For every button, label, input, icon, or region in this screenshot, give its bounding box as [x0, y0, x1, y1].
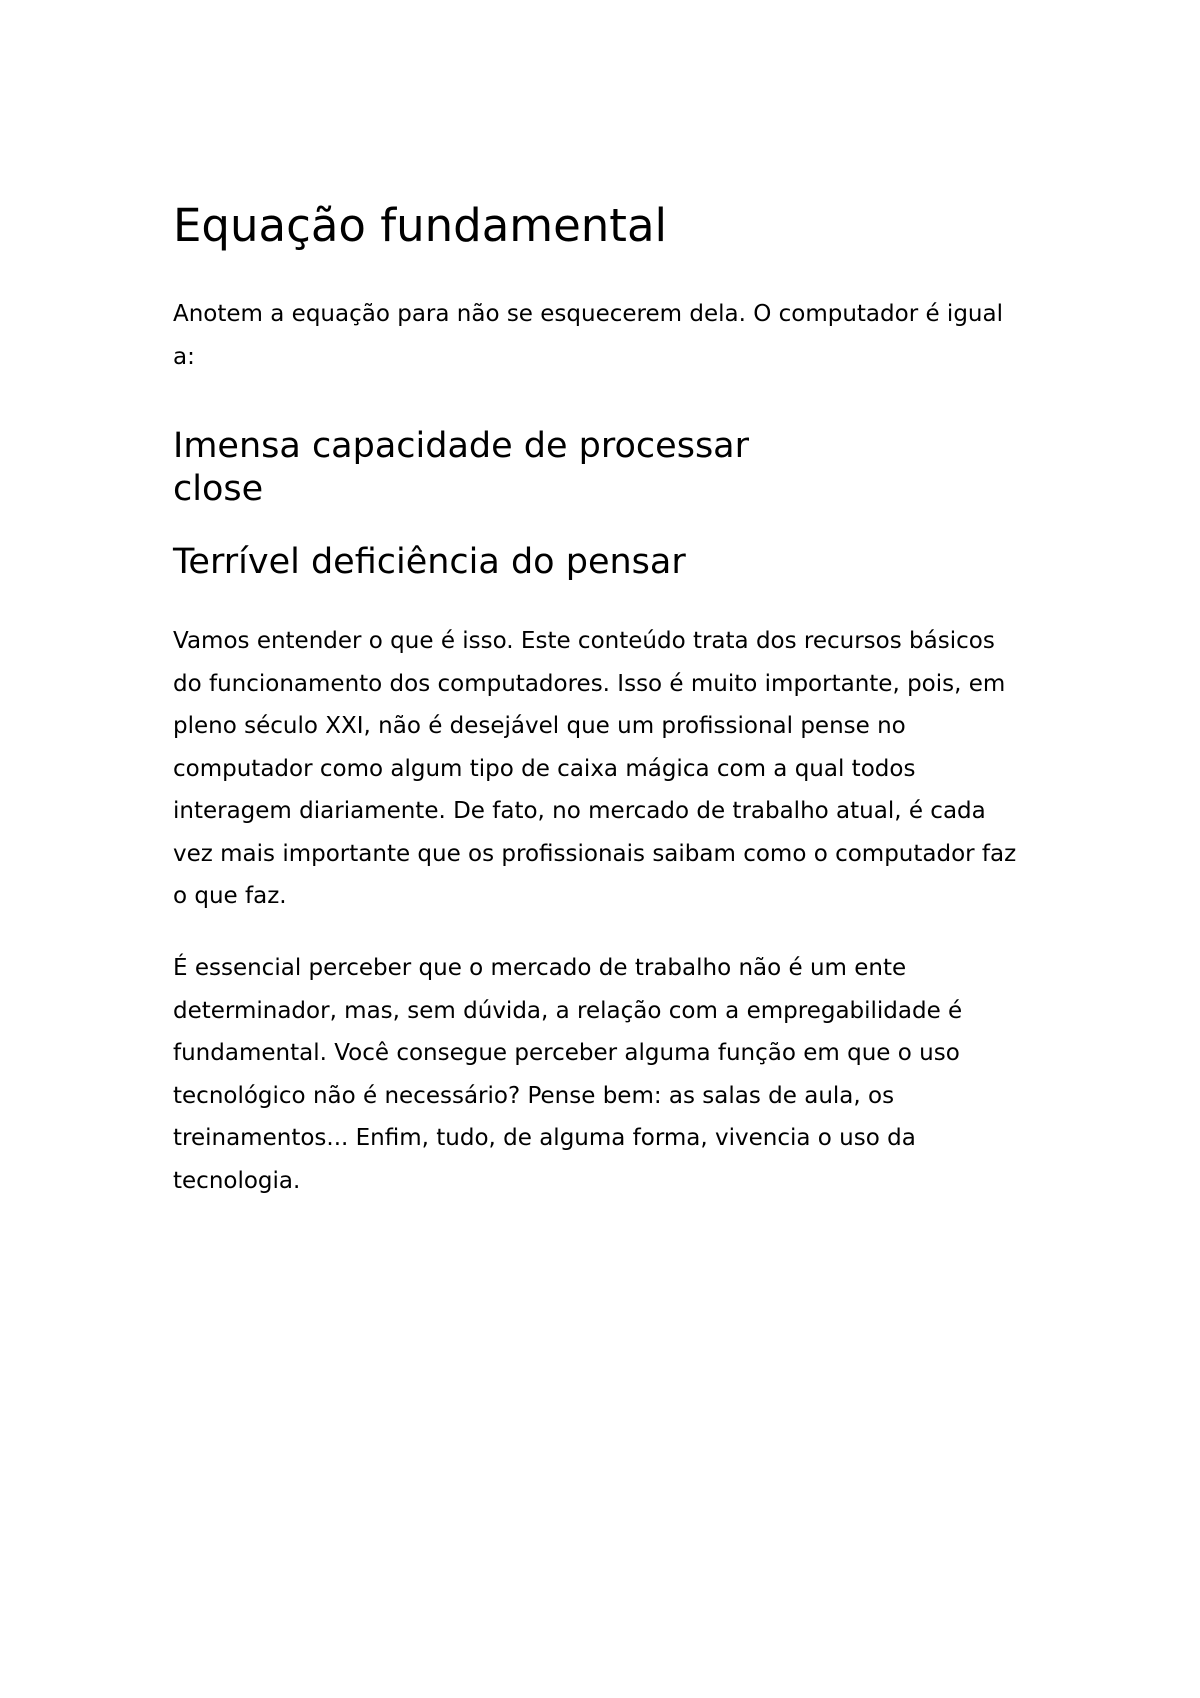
body-paragraph-1: Vamos entender o que é isso. Este conteúdo trata dos recursos básicos do funcionamento dos computadores. Isso é muito importante, pois, em pleno século XXI, não é desejável que um profissional pense no computador como algum tipo de caixa mágica com a qual todos interagem diariamente. De fato, no mercado de trabalho atual, é cada vez mais importante que os profissionais saibam como o computador faz o que faz.	[173, 628, 1017, 909]
formula-operator: close	[173, 469, 264, 509]
body-paragraph-2: É essencial perceber que o mercado de trabalho não é um ente determinador, mas, sem dúvida, a relação com a empregabilidade é fundamental. Você consegue perceber alguma função em que o uso tecnológico não é necessário? Pense bem: as salas de aula, os treinamentos... Enfim, tudo, de alguma forma, vivencia o uso da tecnologia.	[173, 955, 963, 1194]
intro-paragraph: Anotem a equação para não se esquecerem dela. O computador é igual a:	[173, 301, 1003, 370]
formula-bottom-term: Terrível deficiência do pensar	[173, 542, 686, 582]
document-title: Equação fundamental	[173, 199, 668, 252]
formula-top-term: Imensa capacidade de processar	[173, 426, 750, 466]
